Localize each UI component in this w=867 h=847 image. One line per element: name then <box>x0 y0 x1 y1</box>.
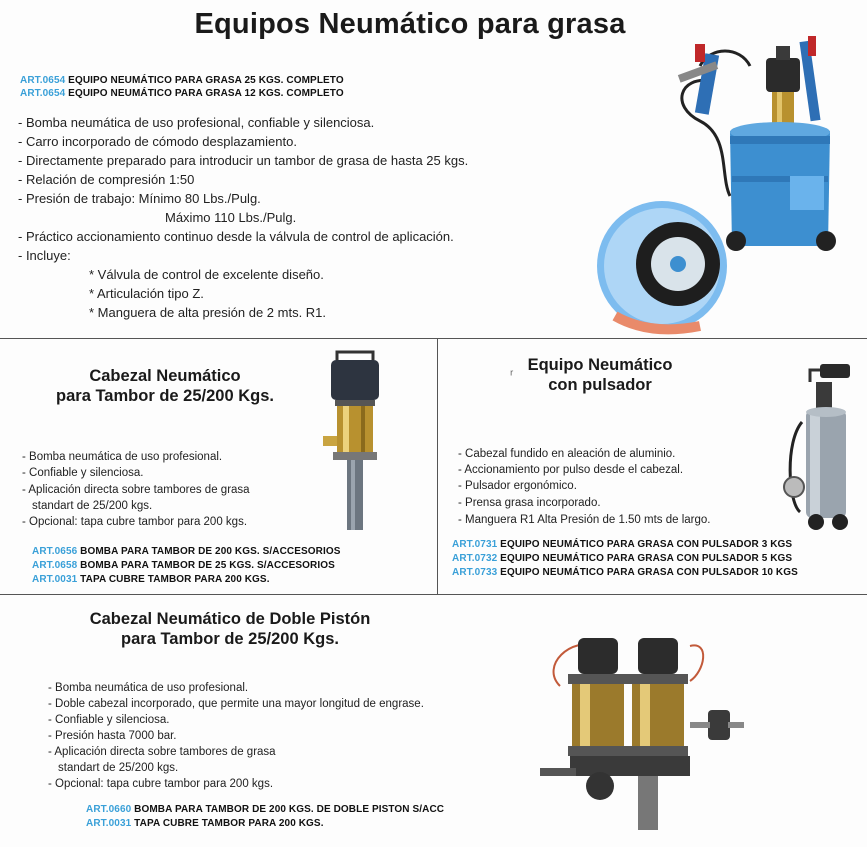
pneumatic-head-image <box>315 348 395 533</box>
feature-item: - Bomba neumática de uso profesional, confiable y silenciosa. <box>18 115 375 130</box>
article-line <box>32 546 341 558</box>
feature-item: * Articulación tipo Z. <box>89 286 204 301</box>
article-line <box>452 553 792 565</box>
feature-item: standart de 25/200 kgs. <box>32 500 153 512</box>
feature-item: - Aplicación directa sobre tambores de grasa <box>48 746 276 758</box>
feature-item: - Confiable y silenciosa. <box>22 467 144 479</box>
article-line <box>20 75 344 87</box>
article-line <box>20 88 344 100</box>
article-code: ART.0733 <box>452 567 498 578</box>
feature-item: - Accionamiento por pulso desde el cabezal. <box>458 464 684 476</box>
double-piston-image <box>540 626 750 830</box>
feature-item: standart de 25/200 kgs. <box>58 762 179 774</box>
feature-item: - Cabezal fundido en aleación de aluminio. <box>458 448 676 460</box>
article-code: ART.0731 <box>452 539 498 550</box>
article-desc: EQUIPO NEUMÁTICO PARA GRASA CON PULSADOR 10 KGS <box>500 567 798 578</box>
section-title-line: Cabezal Neumático <box>89 367 241 385</box>
article-desc: EQUIPO NEUMÁTICO PARA GRASA 25 KGS. COMPLETO <box>68 75 344 86</box>
article-line <box>32 560 335 572</box>
feature-item: - Doble cabezal incorporado, que permite una mayor longitud de engrase. <box>48 698 424 710</box>
section-title-line: Cabezal Neumático de Doble Pistón <box>89 610 371 628</box>
article-desc: EQUIPO NEUMÁTICO PARA GRASA 12 KGS. COMPLETO <box>68 88 344 99</box>
article-line <box>86 804 444 816</box>
article-desc: TAPA CUBRE TAMBOR PARA 200 KGS. <box>80 574 270 585</box>
grease-cart-image <box>590 36 855 336</box>
article-code: ART.0654 <box>20 75 66 86</box>
feature-item: - Pulsador ergonómico. <box>458 480 577 492</box>
divider-horizontal <box>0 594 867 595</box>
feature-item: * Válvula de control de excelente diseño. <box>89 267 324 282</box>
feature-item: - Confiable y silenciosa. <box>48 714 170 726</box>
article-line <box>86 818 324 830</box>
article-code: ART.0654 <box>20 88 66 99</box>
article-code: ART.0031 <box>32 574 78 585</box>
page-title: Equipos Neumático para grasa <box>194 8 626 40</box>
article-code: ART.0660 <box>86 804 132 815</box>
article-line <box>452 539 792 551</box>
section-title <box>10 366 320 406</box>
divider-horizontal <box>0 338 867 339</box>
article-line <box>32 574 270 586</box>
section-title-line: Equipo Neumático <box>527 356 673 374</box>
feature-item: - Incluye: <box>18 248 71 263</box>
feature-item: Máximo 110 Lbs./Pulg. <box>165 210 297 225</box>
article-desc: BOMBA PARA TAMBOR DE 200 KGS. S/ACCESORIOS <box>80 546 341 557</box>
article-desc: EQUIPO NEUMÁTICO PARA GRASA CON PULSADOR 5 KGS <box>500 553 793 564</box>
article-code: ART.0732 <box>452 553 498 564</box>
feature-item: - Aplicación directa sobre tambores de grasa <box>22 484 250 496</box>
divider-vertical <box>437 338 438 594</box>
article-line <box>452 567 798 579</box>
feature-item: - Carro incorporado de cómodo desplazamiento. <box>18 134 297 149</box>
feature-item: - Opcional: tapa cubre tambor para 200 kgs. <box>22 516 248 528</box>
section-title <box>480 355 720 395</box>
article-code: ART.0656 <box>32 546 78 557</box>
feature-item: - Bomba neumática de uso profesional. <box>48 682 249 694</box>
article-desc: BOMBA PARA TAMBOR DE 200 KGS. DE DOBLE PISTON S/ACC <box>134 804 445 815</box>
feature-item: - Presión hasta 7000 bar. <box>48 730 177 742</box>
feature-item: - Relación de compresión 1:50 <box>18 172 195 187</box>
feature-item: - Práctico accionamiento continuo desde la válvula de control de aplicación. <box>18 229 454 244</box>
article-desc: TAPA CUBRE TAMBOR PARA 200 KGS. <box>134 818 324 829</box>
section-title-line: para Tambor de 25/200 Kgs. <box>121 630 339 648</box>
feature-item: - Opcional: tapa cubre tambor para 200 kgs. <box>48 778 274 790</box>
feature-item: - Prensa grasa incorporado. <box>458 497 601 509</box>
article-desc: EQUIPO NEUMÁTICO PARA GRASA CON PULSADOR 3 KGS <box>500 539 793 550</box>
feature-item: * Manguera de alta presión de 2 mts. R1. <box>89 305 327 320</box>
article-code: ART.0658 <box>32 560 78 571</box>
section-title <box>60 609 400 649</box>
article-desc: BOMBA PARA TAMBOR DE 25 KGS. S/ACCESORIOS <box>80 560 335 571</box>
grease-bucket-image <box>780 362 862 532</box>
feature-item: - Directamente preparado para introducir un tambor de grasa de hasta 25 kgs. <box>18 153 469 168</box>
feature-item: - Presión de trabajo: Mínimo 80 Lbs./Pulg. <box>18 191 261 206</box>
stray-mark: ʳ <box>510 366 514 382</box>
feature-item: - Bomba neumática de uso profesional. <box>22 451 223 463</box>
feature-item: - Manguera R1 Alta Presión de 1.50 mts de largo. <box>458 514 711 526</box>
article-code: ART.0031 <box>86 818 132 829</box>
section-title-line: para Tambor de 25/200 Kgs. <box>56 387 274 405</box>
section-title-line: con pulsador <box>548 376 652 394</box>
